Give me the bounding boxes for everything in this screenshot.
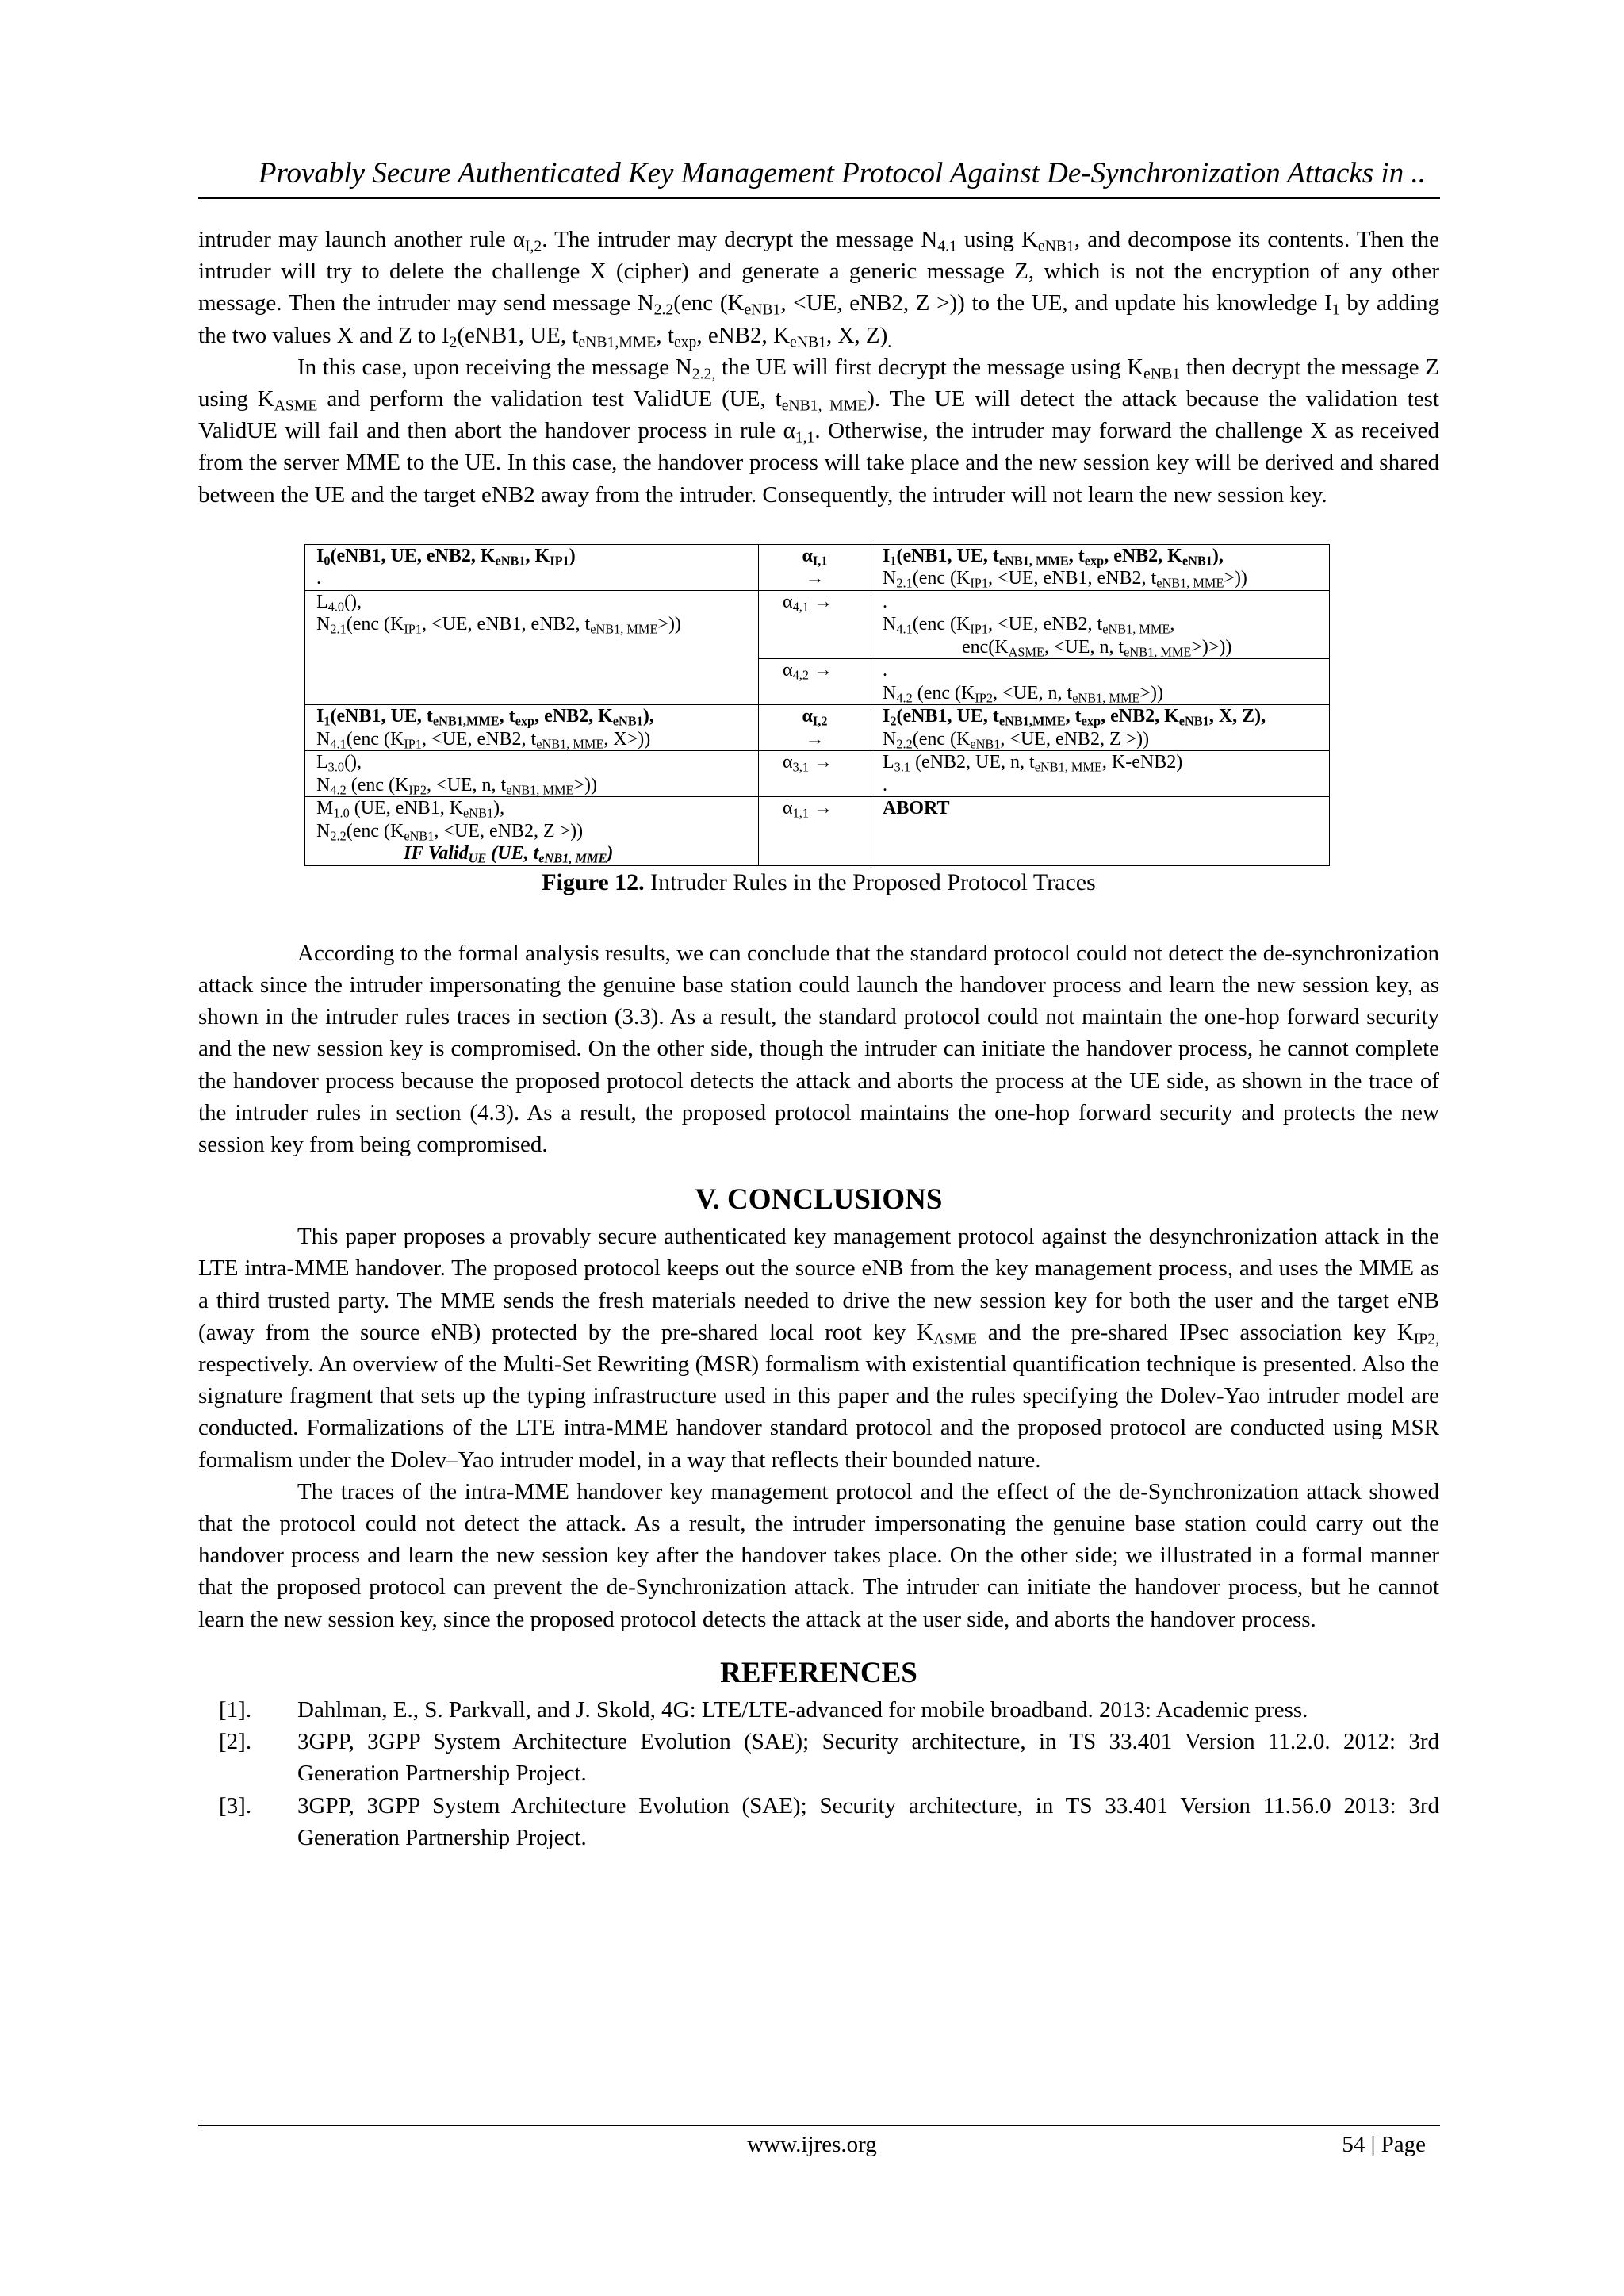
rule-label-cell: $\alpha_{3,1}$ → — [759, 751, 871, 797]
reference-item — [198, 1726, 1439, 1789]
paragraph-conclusions-1: This paper proposes a provably secure authenticated key management protocol against the desynchronization attack in the LTE intra-MME handover. The proposed protocol keeps out the source eNB from the key management process, and uses the MME as a third trusted party. The MME sends the fresh materials needed to drive the new session key for both the user and the target eNB (away from the source eNB) protected by the pre-shared local root key $K_{ASME}$ and the pre-shared IPsec association key $K_{IP2,}$ respectively. An overview of the Multi-Set Rewriting (MSR) formalism with existential quantification technique is presented. Also the signature fragment that sets up the typing infrastructure used in this paper and the rules specifying the Dolev-Yao intruder model are conducted. Formalizations of the LTE intra-MME handover standard protocol and the proposed protocol are conducted using MSR formalism under the Dolev–Yao intruder model, in a way that reflects their bounded nature. — [198, 1224, 1439, 1473]
rule-result-cell: . $N_{4.1}(enc$ ($K_{IP1}$, <UE, eNB2, $t_{eNB1, MME}$, $enc(K_{ASME}$, <UE, n, $t_{eNB1, MME}>)>$)) — [871, 590, 1330, 659]
rule-label-cell: $\alpha_{I,2}$ → — [759, 705, 871, 751]
rules-table-row — [305, 797, 1330, 866]
rules-table-row — [305, 544, 1330, 590]
header-rule — [198, 197, 1440, 199]
rule-label-cell: $\alpha_{I,1}$ → — [759, 544, 871, 590]
paragraph-conclusions-2: The traces of the intra-MME handover key management protocol and the effect of the de-Synchronization attack showed that the protocol could not detect the attack. As a result, the intruder impersonating the genuine base station could carry out the handover process and learn the new session key after the handover takes place. On the other side; we illustrated in a formal manner that the proposed protocol can prevent the de-Synchronization attack. The intruder can initiate the handover process, but he cannot learn the new session key, since the proposed protocol detects the attack at the user side, and aborts the handover process. — [198, 1478, 1439, 1632]
rule-precondition-cell: $M_{1.0}$ (UE, eNB1, $K_{eNB1}$), $N_{2.2}(enc$ ($K_{eNB1}$, <UE, eNB2, Z >)) IF Valid$_{UE}$ (UE, $t_{eNB1, MME}$) — [305, 797, 759, 866]
rule-result-cell: $I_1(eNB1$, UE, $t_{eNB1, MME}$, $t_{exp}$, eNB2, $K_{eNB1}$), $N_{2.1}(enc$ ($K_{IP1}$, <UE, eNB1, eNB2, $t_{eNB1, MME}>$)) — [871, 544, 1330, 590]
running-header: Provably Secure Authenticated Key Management Protocol Against De-Synchronization Attacks in .. — [258, 157, 1426, 190]
rule-result-cell: $L_{3.1}$ (eNB2, UE, n, $t_{eNB1, MME}$, K-eNB2) . — [871, 751, 1330, 797]
rule-result-cell: . $N_{4.2}$ (enc ($K_{IP2}$, <UE, n, $t_{eNB1, MME}>$)) — [871, 659, 1330, 705]
rule-label-cell: $\alpha_{4,2}$ → — [759, 659, 871, 705]
footer-url: www.ijres.org — [747, 2132, 877, 2157]
paragraph-analysis: According to the formal analysis results, we can conclude that the standard protocol could not detect the de-synchronization attack since the intruder impersonating the genuine base station could launch the handover process and learn the new session key, as shown in the intruder rules traces in section (3.3). As a result, the standard protocol could not maintain the one-hop forward security and the new session key is compromised. On the other side, though the intruder can initiate the handover process, he cannot complete the handover process because the proposed protocol detects the attack and aborts the process at the UE side, as shown in the trace of the intruder rules in section (4.3). As a result, the proposed protocol maintains the one-hop forward security and protects the new session key from being compromised. — [198, 940, 1439, 1158]
figure-caption-label: Figure 12. — [542, 868, 645, 895]
rule-label-cell: $\alpha_{4,1}$ → — [759, 590, 871, 659]
figure-caption-text: Intruder Rules in the Proposed Protocol Traces — [650, 868, 1096, 895]
rules-table-row — [305, 705, 1330, 751]
reference-number: [2]. — [219, 1729, 252, 1755]
reference-text: 3GPP, 3GPP System Architecture Evolution (SAE); Security architecture, in TS 33.401 Version 11.2.0. 2012: 3rd Generation Partnership Project. — [297, 1729, 1439, 1787]
rule-result-cell: ABORT — [871, 797, 1330, 866]
reference-number: [3]. — [219, 1792, 252, 1819]
reference-item — [198, 1694, 1439, 1726]
paragraph-intruder-rule: intruder may launch another rule $\alpha_{I,2}$. The intruder may decrypt the message $N_{4.1}$ using $K_{eNB1}$, and decompose its contents. Then the intruder will try to delete the challenge X (cipher) and generate a generic message Z, which is not the encryption of any other message. Then the intruder may send message $N_{2.2}(enc$ ($K_{eNB1}$, <UE, eNB2, Z >)) to the UE, and update his knowledge $I_1$ by adding the two values X and Z to $I_2(eNB1$, UE, $t_{eNB1,MME}$, $t_{exp}$, eNB2, $K_{eNB1}$, X, $Z)_.$ — [198, 227, 1439, 351]
reference-number: [1]. — [219, 1696, 252, 1723]
rule-precondition-cell: $L_{3.0}()$, $N_{4.2}$ (enc ($K_{IP2}$, <UE, n, $t_{eNB1, MME}>$)) — [305, 751, 759, 797]
body-text — [198, 224, 1439, 1853]
rule-precondition-cell: $I_0(eNB1$, UE, eNB2, $K_{eNB1}$, $K_{IP1}$) . — [305, 544, 759, 590]
figure-12 — [304, 544, 1330, 899]
section-heading-conclusions: V. CONCLUSIONS — [695, 1183, 943, 1217]
reference-text: 3GPP, 3GPP System Architecture Evolution (SAE); Security architecture, in TS 33.401 Version 11.56.0 2013: 3rd Generation Partnership Project. — [297, 1792, 1439, 1850]
paragraph-ue-validation: In this case, upon receiving the message $N_{2.2,}$ the UE will first decrypt the message using $K_{eNB1}$ then decrypt the message Z using $K_{ASME}$ and perform the validation test ValidUE (UE, $t_{eNB1, MME}$). The UE will detect the attack because the validation test ValidUE will fail and then abort the handover process in rule $\alpha_{1,1}$. Otherwise, the intruder may forward the challenge X as received from the server MME to the UE. In this case, the handover process will take place and the new session key will be derived and shared between the UE and the target eNB2 away from the intruder. Consequently, the intruder will not learn the new session key. — [198, 354, 1439, 508]
section-heading-references: REFERENCES — [720, 1656, 917, 1689]
intruder-rules-table — [304, 544, 1330, 866]
footer-page-number: 54 | Page — [1342, 2132, 1426, 2157]
references-list — [198, 1694, 1439, 1853]
reference-item — [198, 1790, 1439, 1853]
rules-table-row — [305, 590, 1330, 659]
rule-label-cell: $\alpha_{1,1}$ → — [759, 797, 871, 866]
rule-result-cell: $I_2(eNB1$, UE, $t_{eNB1,MME}$, $t_{exp}$, eNB2, $K_{eNB1}$, X, Z), $N_{2.2}(enc$ ($K_{eNB1}$, <UE, eNB2, Z >)) — [871, 705, 1330, 751]
footer-rule — [198, 2125, 1440, 2126]
rules-table-row — [305, 751, 1330, 797]
intruder-rules-table-body — [305, 544, 1330, 865]
rule-precondition-cell: $I_1(eNB1$, UE, $t_{eNB1,MME}$, $t_{exp}$, eNB2, $K_{eNB1}$), $N_{4.1}(enc$ ($K_{IP1}$, <UE, eNB2, $t_{eNB1, MME}$, X>)) — [305, 705, 759, 751]
reference-text: Dahlman, E., S. Parkvall, and J. Skold, 4G: LTE/LTE-advanced for mobile broadband. 2013: Academic press. — [297, 1696, 1308, 1723]
figure-caption — [198, 866, 1439, 899]
rule-precondition-cell: $L_{4.0}()$, $N_{2.1}(enc$ ($K_{IP1}$, <UE, eNB1, eNB2, $t_{eNB1, MME}>$)) — [305, 590, 759, 705]
